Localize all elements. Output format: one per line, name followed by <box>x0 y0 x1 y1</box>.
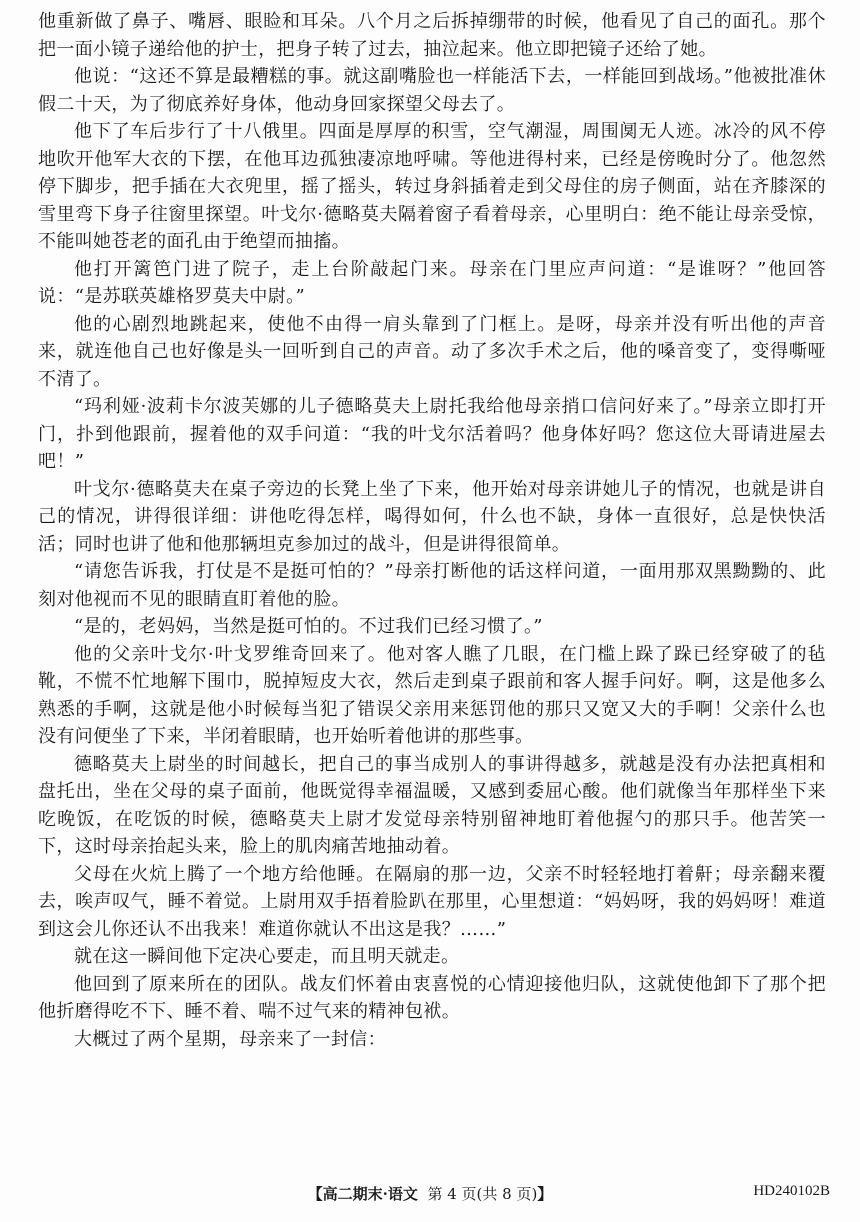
paragraph-5: 他的心剧烈地跳起来，使他不由得一肩头靠到了门框上。是呀，母亲并没有听出他的声音来，就连他自己也好像是头一回听到自己的声音。动了多次手术之后，他的嗓音变了，变得嘶哑不清了。 <box>38 313 826 390</box>
paragraph-8: “请您告诉我，打仗是不是挺可怕的？”母亲打断他的话这样问道，一面用那双黑黝黝的、此刻对他视而不见的眼睛直盯着他的脸。 <box>38 561 826 610</box>
paragraph-15: 大概过了两个星期，母亲来了一封信： <box>74 1028 386 1050</box>
paragraph-3: 他下了车后步行了十八俄里。四面是厚厚的积雪，空气潮湿，周围阒无人迹。冰冷的风不停地吹开他军大衣的下摆，在他耳边孤独凄凉地呼啸。等他进得村来，已经是傍晚时分了。他忽然停下脚步，把手插在大衣兜里，摇了摇头，转过身斜插着走到父母住的房子侧面，站在齐膝深的雪里弯下身子往窗里探望。叶戈尔·德略莫夫隔着窗子看着母亲，心里明白：绝不能让母亲受惊，不能叫她苍老的面孔由于绝望而抽搐。 <box>38 121 826 252</box>
page-footer <box>0 1183 860 1204</box>
footer-open-bracket: 【 <box>307 1185 323 1203</box>
footer-dot: · <box>382 1185 388 1203</box>
paragraph-12: 父母在火炕上腾了一个地方给他睡。在隔扇的那一边，父亲不时轻轻地打着鼾；母亲翻来覆去，唉声叹气，睡不着觉。上尉用双手捂着脸趴在那里，心里想道：“妈妈呀，我的妈妈呀！难道到这会儿你还认不出我来！难道你就认不出这是我？……” <box>38 863 826 940</box>
paragraph-14: 他回到了原来所在的团队。战友们怀着由衷喜悦的心情迎接他归队，这就使他卸下了那个把他折磨得吃不下、睡不着、喘不过气来的精神包袱。 <box>38 973 826 1022</box>
paragraph-4: 他打开篱笆门进了院子，走上台阶敲起门来。母亲在门里应声问道：“是谁呀？”他回答说：“是苏联英雄格罗莫夫中尉。” <box>38 258 826 307</box>
paragraph-1: 他重新做了鼻子、嘴唇、眼睑和耳朵。八个月之后拆掉绷带的时候，他看见了自己的面孔。那个把一面小镜子递给他的护士，把身子转了过去，抽泣起来。他立即把镜子还给了她。 <box>38 11 826 60</box>
paragraph-2: 他说：“这还不算是最糟糕的事。就这副嘴脸也一样能活下去，一样能回到战场。”他被批准休假二十天，为了彻底养好身体，他动身回家探望父母去了。 <box>38 66 826 115</box>
article-body <box>38 8 826 1053</box>
footer-close-bracket: 】 <box>537 1185 553 1203</box>
paragraph-11: 德略莫夫上尉坐的时间越长，把自己的事当成别人的事讲得越多，就越是没有办法把真相和盘托出，坐在父母的桌子面前，他既觉得幸福温暖，又感到委屈心酸。他们就像当年那样坐下来吃晚饭，在吃饭的时候，德略莫夫上尉才发觉母亲特别留神地盯着他握勺的那只手。他苦笑一下，这时母亲抬起头来，脸上的肌肉痛苦地抽动着。 <box>38 753 826 857</box>
paragraph-6: “玛利娅·波莉卡尔波芙娜的儿子德略莫夫上尉托我给他母亲捎口信问好来了。”母亲立即打开门，扑到他跟前，握着他的双手问道：“我的叶戈尔活着吗？他身体好吗？您这位大哥请进屋去吧！” <box>38 396 826 472</box>
paragraph-7: 叶戈尔·德略莫夫在桌子旁边的长凳上坐了下来，他开始对母亲讲她儿子的情况，也就是讲自己的情况，讲得很详细：讲他吃得怎样，喝得如何，什么也不缺，身体一直很好，总是快快活活；同时也讲了他和他那辆坦克参加过的战斗，但是讲得很简单。 <box>38 478 826 555</box>
document-code: HD240102B <box>753 1183 830 1199</box>
paragraph-13: 就在这一瞬间他下定决心要走，而且明天就走。 <box>74 946 460 967</box>
footer-exam: 高二期末 <box>322 1185 383 1203</box>
paragraph-10: 他的父亲叶戈尔·叶戈罗维奇回来了。他对客人瞧了几眼，在门槛上跺了跺已经穿破了的毡靴，不慌不忙地解下围巾，脱掉短皮大衣，然后走到桌子跟前和客人握手问好。啊，这是他多么熟悉的手啊，这就是他小时候每当犯了错误父亲用来惩罚他的那只又宽又大的手啊！父亲什么也没有问便坐了下来，半闭着眼睛，也开始听着他讲的那些事。 <box>38 643 826 747</box>
paragraph-9: “是的，老妈妈，当然是挺可怕的。不过我们已经习惯了。” <box>74 616 543 637</box>
footer-subject: 语文 <box>387 1185 418 1203</box>
footer-page-number: 第 4 页(共 8 页) <box>427 1185 538 1203</box>
